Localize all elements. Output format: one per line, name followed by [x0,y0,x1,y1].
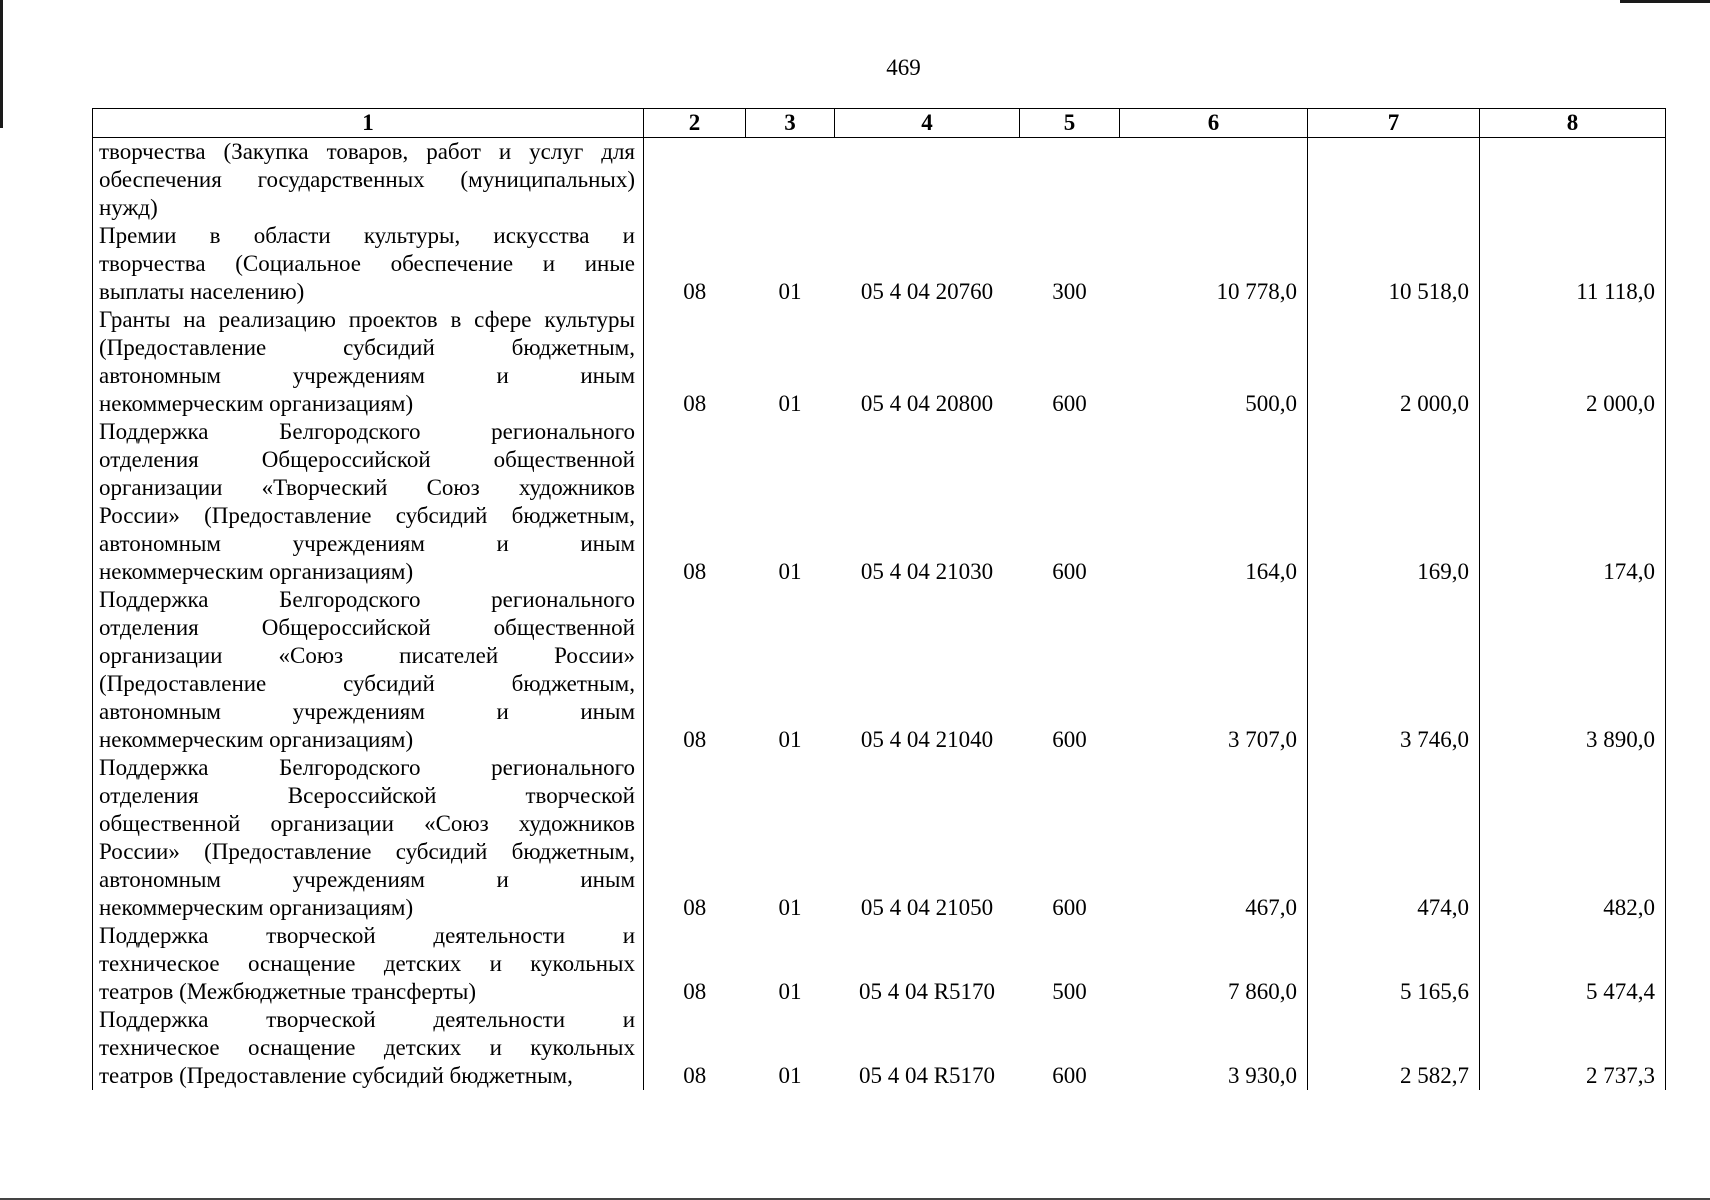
col-header: 8 [1480,109,1666,138]
description-line: общественной организации «Союз художников [99,811,635,836]
col-header: 4 [835,109,1020,138]
description-line: организации «Творческий Союз художников [99,475,635,500]
amount-col8: 482,0 [1480,754,1666,922]
table-header-row [93,109,1666,138]
amount-col8: 174,0 [1480,418,1666,586]
amount-col7: 5 165,6 [1308,922,1480,1006]
page-number: 469 [886,55,921,80]
amount-col6: 3 707,0 [1120,586,1308,754]
description-line: нужд) [99,195,158,220]
description-line: творчества (Социальное обеспечение и иные [99,251,635,276]
table-row [93,586,1666,754]
expense-type-code: 600 [1052,1063,1087,1088]
description-line: театров (Межбюджетные трансферты) [99,979,476,1004]
subsection-code: 01 [778,1063,802,1088]
col-header: 6 [1120,109,1308,138]
amount-col8: 2 000,0 [1480,306,1666,418]
amount-col6: 10 778,0 [1120,222,1308,306]
col-header: 7 [1308,109,1480,138]
description-line: Поддержка Белгородского регионального [99,587,635,612]
col-header: 2 [644,109,746,138]
amount-col7: 2 582,7 [1308,1006,1480,1090]
description-line: автономным учреждениям и иным [99,363,635,388]
amount-col6: 7 860,0 [1120,922,1308,1006]
section-code: 08 [683,727,707,752]
description-line: отделения Общероссийской общественной [99,615,635,640]
amount-col8: 11 118,0 [1480,222,1666,306]
description-line: Поддержка творческой деятельности и [99,1007,635,1032]
description-line: выплаты населению) [99,279,305,304]
subsection-code: 01 [778,279,802,304]
description-line: (Предоставление субсидий бюджетным, [99,335,635,360]
description-line: отделения Всероссийской творческой [99,783,635,808]
table-row [93,754,1666,922]
description-line: России» (Предоставление субсидий бюджетным, [99,503,635,528]
subsection-code: 01 [778,895,802,920]
description-line: техническое оснащение детских и кукольных [99,951,635,976]
description-line: автономным учреждениям и иным [99,867,635,892]
amount-col6: 3 930,0 [1120,1006,1308,1090]
subsection-code: 01 [778,979,802,1004]
amount-col8 [1480,138,1666,223]
expense-type-code: 300 [1052,279,1087,304]
subsection-code: 01 [778,727,802,752]
amount-col6: 164,0 [1120,418,1308,586]
description-line: некоммерческим организациям) [99,895,414,920]
section-code: 08 [683,279,707,304]
target-article-code: 05 4 04 R5170 [858,979,996,1004]
target-article-code: 05 4 04 21050 [860,895,994,920]
row-description [93,1006,644,1090]
section-code: 08 [683,559,707,584]
amount-col6 [1120,138,1308,223]
description-line: обеспечения государственных (муниципальных) [99,167,635,192]
description-line: организации «Союз писателей России» [99,643,635,668]
amount-col6: 467,0 [1120,754,1308,922]
section-code: 08 [683,979,707,1004]
description-line: театров (Предоставление субсидий бюджетным, [99,1063,573,1088]
amount-col7: 10 518,0 [1308,222,1480,306]
row-description [93,922,644,1006]
row-description [93,138,644,223]
description-line: автономным учреждениям и иным [99,531,635,556]
amount-col7 [1308,138,1480,223]
amount-col6: 500,0 [1120,306,1308,418]
target-article-code: 05 4 04 R5170 [858,1063,996,1088]
description-line: творчества (Закупка товаров, работ и услуг для [99,139,635,164]
description-line: Гранты на реализацию проектов в сфере культуры [99,307,635,332]
subsection-code: 01 [778,559,802,584]
description-line: некоммерческим организациям) [99,559,414,584]
expense-type-code: 600 [1052,727,1087,752]
expense-type-code: 600 [1052,391,1087,416]
description-line: некоммерческим организациям) [99,727,414,752]
row-description [93,586,644,754]
subsection-code [746,138,835,223]
amount-col7: 474,0 [1308,754,1480,922]
target-article-code [835,138,1020,223]
table-row [93,306,1666,418]
table-row [93,222,1666,306]
expense-type-code: 600 [1052,895,1087,920]
description-line: Премии в области культуры, искусства и [99,223,635,248]
description-line: (Предоставление субсидий бюджетным, [99,671,635,696]
row-description [93,418,644,586]
target-article-code: 05 4 04 21030 [860,559,994,584]
section-code: 08 [683,391,707,416]
col-header: 3 [746,109,835,138]
description-line: Поддержка творческой деятельности и [99,923,635,948]
amount-col7: 169,0 [1308,418,1480,586]
description-line: России» (Предоставление субсидий бюджетным, [99,839,635,864]
amount-col8: 5 474,4 [1480,922,1666,1006]
description-line: техническое оснащение детских и кукольных [99,1035,635,1060]
amount-col8: 2 737,3 [1480,1006,1666,1090]
target-article-code: 05 4 04 20800 [860,391,994,416]
row-description [93,222,644,306]
expense-type-code [1020,138,1120,223]
table-row [93,418,1666,586]
table-row [93,922,1666,1006]
table-row [93,1006,1666,1090]
description-line: Поддержка Белгородского регионального [99,755,635,780]
target-article-code: 05 4 04 21040 [860,727,994,752]
amount-col8: 3 890,0 [1480,586,1666,754]
scan-edge-top-right [1620,0,1710,3]
subsection-code: 01 [778,391,802,416]
description-line: отделения Общероссийской общественной [99,447,635,472]
section-code: 08 [683,895,707,920]
budget-table [92,108,1666,1090]
amount-col7: 2 000,0 [1308,306,1480,418]
target-article-code: 05 4 04 20760 [860,279,994,304]
section-code: 08 [683,1063,707,1088]
expense-type-code: 500 [1052,979,1087,1004]
row-description [93,306,644,418]
col-header: 1 [93,109,644,138]
col-header: 5 [1020,109,1120,138]
description-line: некоммерческим организациям) [99,391,414,416]
table-row [93,138,1666,223]
expense-type-code: 600 [1052,559,1087,584]
description-line: Поддержка Белгородского регионального [99,419,635,444]
section-code [644,138,746,223]
amount-col7: 3 746,0 [1308,586,1480,754]
description-line: автономным учреждениям и иным [99,699,635,724]
row-description [93,754,644,922]
